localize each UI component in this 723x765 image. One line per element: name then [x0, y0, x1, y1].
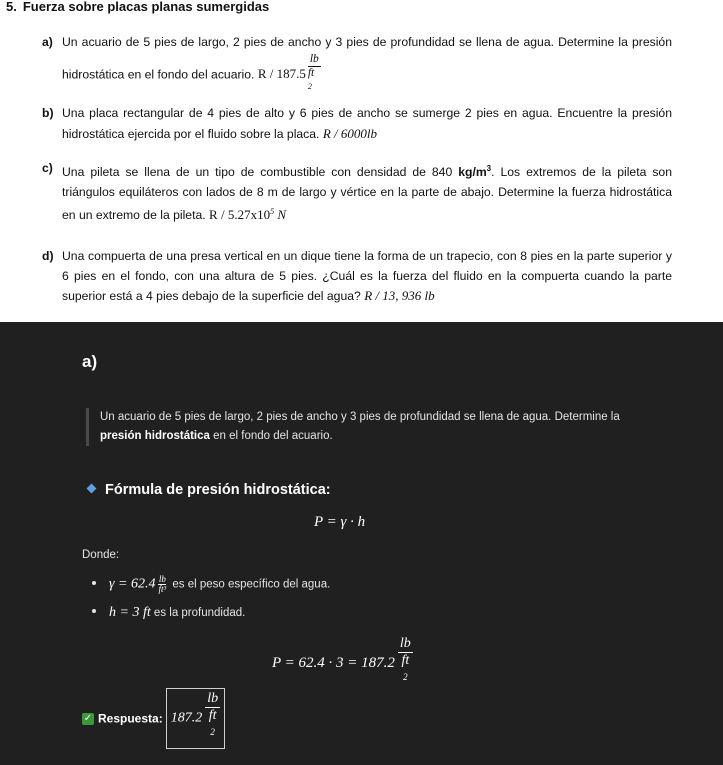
diamond-bullet-icon: [87, 484, 97, 494]
answer-row: [82, 688, 225, 749]
calc-unit-num: lb: [399, 636, 411, 651]
answer-value: R / 5.27x10: [209, 207, 271, 222]
answer-unit-exp: 2: [210, 727, 215, 737]
section-title: [6, 0, 269, 14]
quoted-question: [86, 408, 620, 446]
section-number: 5.: [6, 0, 17, 14]
bullet-dot-icon: [92, 581, 96, 585]
question-letter: b): [42, 106, 54, 120]
list-item-text: es la profundidad.: [150, 607, 246, 619]
answer-label: Respuesta:: [98, 711, 163, 726]
answer-unit-num: lb: [207, 691, 219, 706]
depth-value: h = 3 ft: [109, 605, 151, 620]
calc-unit-exp: 2: [403, 672, 408, 682]
gamma-unit-num: lb: [158, 574, 166, 584]
question-text: Una pileta se llena de un tipo de combustible con densidad de 840: [62, 165, 453, 179]
list-item: [92, 605, 245, 621]
list-item: [92, 575, 330, 594]
quote-text: Un acuario de 5 pies de largo, 2 pies de ancho y 3 pies de profundidad se llena de agua. Determine la: [100, 411, 620, 423]
question-letter: a): [42, 35, 53, 49]
list-item-text: es el peso específico del agua.: [169, 578, 331, 591]
answer-unit-den: ft: [307, 66, 315, 79]
donde-label: Donde:: [82, 549, 120, 561]
answer-unit-exp: 2: [307, 81, 312, 91]
question-letter: c): [42, 161, 53, 175]
answer-value: 187.2: [170, 710, 203, 726]
solution-panel: [0, 322, 723, 765]
gamma-unit-den: ft³: [158, 584, 167, 594]
calc-unit-den: ft: [401, 653, 410, 668]
question-text-cont: . Los extremos de la pileta son triángulos equiláteros con lados de 8 m de largo y vértice en la parte de abajo. Determine la fuerza hidrostática en un extremo de la pileta.: [62, 165, 672, 222]
calculation-formula: [272, 636, 413, 691]
question-text: Una compuerta de una presa vertical en un dique tiene la forma de un trapecio, con 8 pies en la parte superior y 6 pies en el fondo, con una altura de 5 pies. ¿Cuál es la fuerza del fluido en la compuerta cuando la parte superior está a 4 pies debajo de la superficie del agua?: [62, 249, 672, 303]
question-answer: [257, 52, 323, 91]
question-answer: [209, 207, 286, 222]
quote-bold-text: presión hidrostática: [100, 430, 210, 442]
pressure-formula: P = γ · h: [314, 514, 366, 530]
answer-box: [166, 688, 225, 749]
question-text: Una placa rectangular de 4 pies de alto y 6 pies de ancho se sumerge 2 pies en agua. Encuentre la presión hidrostática ejercida por el fluido sobre la placa.: [62, 106, 672, 141]
question-d: [42, 247, 672, 307]
check-icon: ✓: [83, 712, 93, 724]
question-text: Un acuario de 5 pies de largo, 2 pies de ancho y 3 pies de profundidad se llena de agua. Determine la presión hidrostática en el fondo del acuario.: [62, 35, 672, 81]
density-unit-exp: 3: [486, 164, 492, 173]
question-a: [42, 33, 672, 98]
exercise-document: [0, 0, 723, 322]
answer-unit-num: lb: [309, 52, 319, 65]
answer-unit: N: [274, 207, 286, 222]
quote-text-end: en el fondo del acuario.: [209, 430, 333, 442]
section-title-text: Fuerza sobre placas planas sumergidas: [22, 0, 270, 14]
answer-value: R / 187.5: [257, 65, 306, 81]
density-unit: kg/m: [458, 165, 487, 179]
question-c: [42, 159, 672, 226]
question-answer: R / 13, 936 lb: [364, 288, 435, 303]
gamma-value: γ = 62.4: [109, 576, 156, 592]
answer-exp: 5: [270, 207, 275, 216]
question-letter: d): [42, 249, 54, 263]
solution-label: a): [82, 352, 98, 371]
question-b: [42, 104, 672, 144]
calculation-text: P = 62.4 · 3 = 187.2: [272, 654, 395, 671]
bullet-dot-icon: [92, 609, 96, 613]
answer-unit-den: ft: [208, 708, 217, 723]
formula-heading: [88, 482, 331, 498]
question-answer: R / 6000lb: [322, 125, 377, 141]
formula-heading-text: Fórmula de presión hidrostática:: [105, 482, 331, 498]
